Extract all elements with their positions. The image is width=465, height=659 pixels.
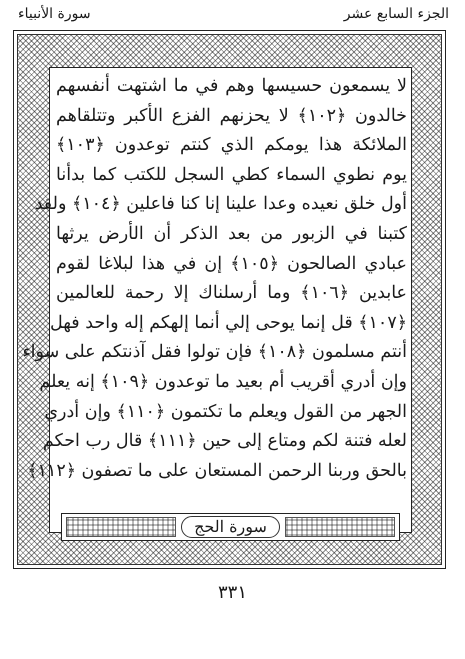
verse-text-block	[22, 72, 408, 486]
verse-line: لا يسمعون حسيسها وهم في ما اشتهت أنفسهم	[56, 76, 407, 96]
surah-banner-title: سورة الحج	[181, 516, 280, 538]
verse-line: أنتم مسلمون ﴿١٠٨﴾ فإن تولوا فقل آذنتكم على سواء	[22, 342, 407, 363]
banner-ornament-left	[66, 517, 176, 537]
banner-ornament-right	[285, 517, 395, 537]
verse-line: وإن أدري أقريب أم بعيد ما توعدون ﴿١٠٩﴾ إنه يعلم	[39, 371, 407, 392]
verse-line: عابدين ﴿١٠٦﴾ وما أرسلناك إلا رحمة للعالمين	[56, 283, 407, 304]
surah-header: سورة الأنبياء	[18, 6, 91, 22]
verse-line: بالحق وربنا الرحمن المستعان على ما تصفون ﴿١١٢﴾	[27, 460, 407, 481]
verse-line: كتبنا في الزبور من بعد الذكر أن الأرض يرثها	[56, 223, 407, 244]
verse-line: ﴿١٠٧﴾ قل إنما يوحى إلي أنما إلهكم إله واحد فهل	[49, 312, 407, 333]
page-number: ٣٣١	[217, 582, 247, 603]
verse-line: يوم نطوي السماء كطي السجل للكتب كما بدأنا	[56, 164, 407, 185]
verse-line: لعله فتنة لكم ومتاع إلى حين ﴿١١١﴾ قال رب احكم	[42, 431, 407, 452]
verse-line: الملائكة هذا يومكم الذي كنتم توعدون ﴿١٠٣﴾	[56, 135, 407, 156]
verse-line: أول خلق نعيده وعدا علينا إنا كنا فاعلين ﴿١٠٤﴾ ولقد	[34, 194, 407, 215]
verse-line: عبادي الصالحون ﴿١٠٥﴾ إن في هذا لبلاغا لقوم	[56, 253, 408, 274]
verse-line: خالدون ﴿١٠٢﴾ لا يحزنهم الفزع الأكبر وتتلقاهم	[56, 105, 407, 126]
juz-header: الجزء السابع عشر	[343, 6, 449, 22]
surah-banner	[61, 513, 400, 541]
verse-line: الجهر من القول ويعلم ما تكتمون ﴿١١٠﴾ وإن أدري	[44, 401, 407, 422]
